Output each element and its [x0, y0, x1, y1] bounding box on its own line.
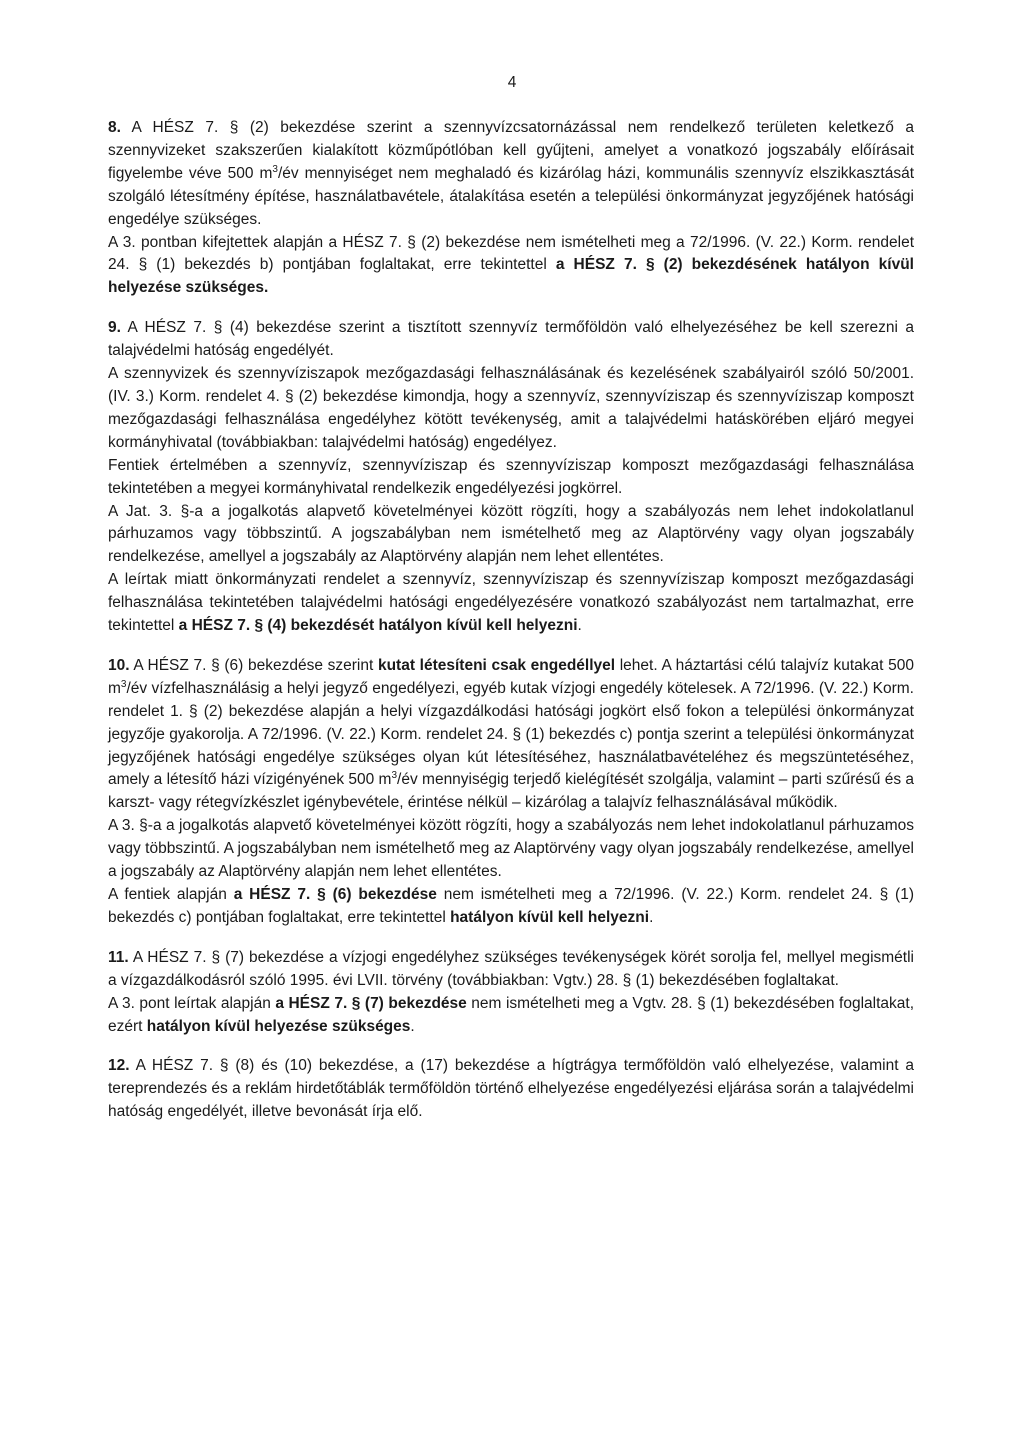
text-run: Fentiek értelmében a szennyvíz, szennyvíziszap és szennyvíziszap komposzt mezőgazdasági felhasználása tekintetében a megyei kormányhivatal rendelkezik engedélyezési jogkörrel.: [108, 456, 914, 497]
paragraph: [108, 569, 914, 638]
section-2: [108, 317, 914, 638]
bold-text: 11.: [108, 948, 129, 966]
bold-text: a HÉSZ 7. § (6) bekezdése: [233, 886, 437, 903]
text-run: A 3. pontban kifejtettek alapján a HÉSZ 7. § (2) bekezdése nem ismételheti meg a 72/1996. (V. 22.) Korm. rendelet 24. § (1) bekezdés b) pontjában foglaltakat, erre tekintettel: [108, 233, 914, 274]
section-1: [108, 117, 914, 300]
bold-text: a HÉSZ 7. § (2) bekezdésének hatályon kívül helyezése szükséges.: [108, 256, 914, 297]
bold-text: 8.: [108, 119, 121, 136]
paragraph: [108, 317, 914, 363]
bold-text: 10.: [108, 656, 130, 674]
superscript: 3: [120, 678, 127, 690]
text-run: A HÉSZ 7. § (4) bekezdése szerint a tisztított szennyvíz termőföldön való elhelyezéséhez be kell szerezni a talajvédelmi hatóság engedélyét.: [108, 319, 914, 360]
paragraph: [108, 455, 914, 501]
text-run: .: [577, 617, 582, 635]
paragraph: [108, 884, 914, 930]
bold-text: a HÉSZ 7. § (7) bekezdése: [275, 994, 467, 1012]
text-run: /év mennyiségig terjedő kielégítését szolgálja, valamint – parti szűrésű és a karszt- vagy rétegvízkészlet igénybevétele, érintése nélkül – kizárólag a talajvíz felhasználásával működik.: [108, 771, 915, 812]
text-run: lehet. A háztartási célú talajvíz kutakat 500 m: [108, 656, 914, 697]
bold-text: a HÉSZ 7. § (4) bekezdését hatályon kívül kell helyezni: [178, 617, 578, 635]
text-run: A leírtak miatt önkormányzati rendelet a szennyvíz, szennyvíziszap és szennyvíziszap komposzt mezőgazdasági felhasználása tekintetében talajvédelmi hatósági engedélyezésére vonatkozó szabályozást nem tartalmazhat, erre tekintettel: [108, 571, 914, 635]
section-4: [108, 947, 914, 1039]
bold-text: 12.: [108, 1057, 130, 1075]
paragraph: [108, 363, 914, 455]
text-run: .: [649, 908, 654, 926]
paragraph: [108, 655, 914, 815]
text-run: A 3. §-a a jogalkotás alapvető követelményei között rögzíti, hogy a szabályozás nem lehet indokolatlanul párhuzamos vagy többszintű. A jogszabályban nem ismételhető meg az Alaptörvény vagy olyan jogszabály rendelkezése, amellyel a jogszabály az Alaptörvény alapján nem lehet ellentétes.: [108, 817, 914, 881]
text-run: A HÉSZ 7. § (2) bekezdése szerint a szennyvízcsatornázással nem rendelkező területen keletkező a szennyvizeket szakszerűen kialakított közműpótlóban kell gyűjteni, amelyet a vonatkozó jogszabály előírásait figyelembe véve 500 m: [108, 119, 914, 182]
text-run: A 3. pont leírtak alapján: [108, 994, 276, 1012]
text-run: A HÉSZ 7. § (8) és (10) bekezdése, a (17) bekezdése a hígtrágya termőföldön való elhelyezése, valamint a tereprendezés és a reklám hirdetőtáblák termőföldön történő elhelyezése engedélyezési eljárása során a talajvédelmi hatóság engedélyét, illetve bevonását írja elő.: [108, 1057, 914, 1121]
document-body: [108, 117, 914, 1141]
bold-text: hatályon kívül helyezése szükséges: [146, 1017, 411, 1035]
bold-text: hatályon kívül kell helyezni: [450, 908, 650, 926]
text-run: A szennyvizek és szennyvíziszapok mezőgazdasági felhasználásának és kezelésének szabályairól szóló 50/2001. (IV. 3.) Korm. rendelet 4. § (2) bekezdése kimondja, hogy a szennyvíz, szennyvíziszap és szennyvíziszap komposzt mezőgazdasági felhasználása engedélyhez kötött tevékenység, amit a talajvédelmi hatáskörében eljáró megyei kormányhivatal (továbbiakban: talajvédelmi hatóság) engedélyez.: [108, 365, 914, 451]
text-run: /év vízfelhasználásig a helyi jegyző engedélyezi, egyéb kutak vízjogi engedély kötelesek. A 72/1996. (V. 22.) Korm. rendelet 1. § (2) bekezdése alapján a helyi vízgazdálkodási hatósági jogkört első fokon a települési önkormányzat jegyzője gyakorolja. A 72/1996. (V. 22.) Korm. rendelet 24. § (1) bekezdés c) pontja szerint a települési önkormányzat jegyzőjének hatósági engedélye szükséges olyan kút létesítéséhez, használatbavételéhez és megszüntetéséhez, amely a létesítő házi vízigényének 500 m: [108, 679, 914, 789]
page-number: 4: [507, 74, 517, 91]
paragraph: [108, 815, 914, 884]
paragraph: [108, 1055, 914, 1124]
bold-text: kutat létesíteni csak engedéllyel: [377, 656, 616, 674]
paragraph: [108, 947, 914, 993]
paragraph: [108, 117, 914, 232]
superscript: 3: [272, 163, 278, 175]
text-run: /év mennyiséget nem meghaladó és kizárólag házi, kommunális szennyvíz elszikkasztását szolgáló létesítmény építése, használatbavétele, átalakítása esetén a települési önkormányzat jegyzőjének hatósági engedélye szükséges.: [108, 164, 915, 228]
section-3: [108, 655, 914, 930]
paragraph: [108, 232, 914, 301]
bold-text: 9.: [108, 319, 121, 337]
section-5: [108, 1055, 914, 1124]
superscript: 3: [391, 770, 398, 782]
text-run: nem ismételheti meg a Vgtv. 28. § (1) bekezdésében foglaltakat, ezért: [108, 994, 915, 1035]
text-run: A Jat. 3. §-a a jogalkotás alapvető követelményei között rögzíti, hogy a szabályozás nem lehet indokolatlanul párhuzamos vagy többszintű. A jogszabályban nem ismételhető meg az Alaptörvény vagy olyan jogszabály rendelkezése, amellyel a jogszabály az Alaptörvény alapján nem lehet ellentétes.: [108, 502, 914, 566]
text-run: nem ismételheti meg a 72/1996. (V. 22.) Korm. rendelet 24. § (1) bekezdés c) pontjában foglaltakat, erre tekintettel: [108, 886, 914, 926]
text-run: A fentiek alapján: [108, 886, 234, 903]
text-run: .: [410, 1017, 415, 1035]
text-run: A HÉSZ 7. § (7) bekezdése a vízjogi engedélyhez szükséges tevékenységek körét sorolja fel, mellyel megismétli a vízgazdálkodásról szóló 1995. évi LVII. törvény (továbbiakban: Vgtv.) 28. § (1) bekezdésében foglaltakat.: [108, 948, 914, 989]
text-run: A HÉSZ 7. § (6) bekezdése szerint: [129, 656, 378, 674]
paragraph: [108, 501, 914, 570]
paragraph: [108, 993, 914, 1039]
